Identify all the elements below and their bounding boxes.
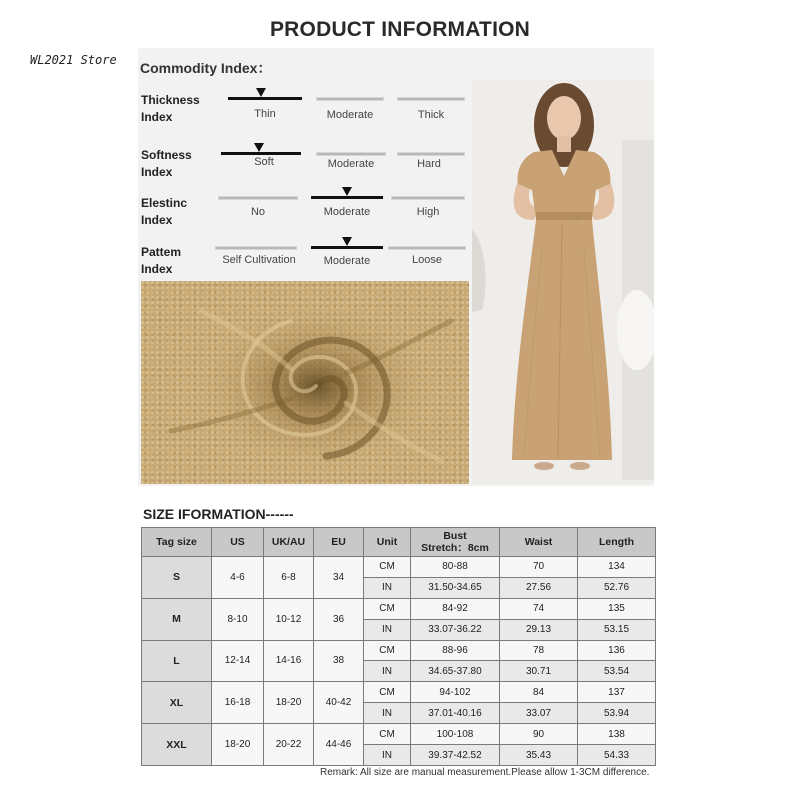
size-remark: Remark: All size are manual measurement.Please allow 1-3CM difference. [320, 767, 650, 778]
cell-tag: M [142, 598, 212, 640]
cell-us: 12-14 [212, 640, 264, 682]
page-title: PRODUCT INFORMATION [269, 18, 531, 41]
index-label-elasticity: Elestinc Index [141, 196, 188, 227]
dress-model-icon [472, 80, 654, 484]
header-unit: Unit [364, 528, 411, 557]
cell-length: 135 [578, 598, 656, 619]
cell-waist: 35.43 [500, 745, 578, 766]
cell-waist: 90 [500, 724, 578, 745]
cell-eu: 36 [314, 598, 364, 640]
cell-unit: CM [364, 682, 411, 703]
table-row [142, 682, 656, 703]
header-waist: Waist [500, 528, 578, 557]
index-option-pattern-0: Self Cultivation [215, 246, 309, 266]
size-table [141, 527, 656, 766]
cell-us: 18-20 [212, 724, 264, 766]
cell-tag: S [142, 557, 212, 599]
selected-marker-icon [342, 237, 352, 246]
selected-marker-icon [342, 187, 352, 196]
cell-length: 138 [578, 724, 656, 745]
cell-bust: 31.50-34.65 [411, 577, 500, 598]
table-row [142, 724, 656, 745]
cell-unit: IN [364, 661, 411, 682]
header-uk-au: UK/AU [264, 528, 314, 557]
cell-eu: 38 [314, 640, 364, 682]
index-option-thickness-0: Thin [228, 88, 302, 120]
cell-waist: 33.07 [500, 703, 578, 724]
index-label-thickness: Thickness Index [141, 93, 200, 124]
cell-bust: 100-108 [411, 724, 500, 745]
cell-uk-au: 18-20 [264, 682, 314, 724]
fabric-swirl-icon [141, 281, 469, 484]
cell-bust: 94-102 [411, 682, 500, 703]
cell-waist: 29.13 [500, 619, 578, 640]
index-option-thickness-2: Thick [397, 97, 465, 121]
cell-tag: L [142, 640, 212, 682]
index-option-elasticity-1: Moderate [311, 187, 383, 218]
cell-unit: CM [364, 598, 411, 619]
index-label-pattern: Pattem Index [141, 245, 182, 276]
index-option-thickness-1: Moderate [316, 97, 384, 121]
cell-length: 53.94 [578, 703, 656, 724]
cell-us: 16-18 [212, 682, 264, 724]
selected-marker-icon [254, 143, 264, 152]
cell-bust: 33.07-36.22 [411, 619, 500, 640]
table-row [142, 598, 656, 619]
cell-waist: 78 [500, 640, 578, 661]
header-bust: Bust Stretch：8cm [411, 528, 500, 557]
cell-waist: 70 [500, 557, 578, 578]
cell-tag: XXL [142, 724, 212, 766]
cell-unit: IN [364, 745, 411, 766]
cell-uk-au: 10-12 [264, 598, 314, 640]
cell-waist: 84 [500, 682, 578, 703]
index-option-pattern-2: Loose [388, 246, 466, 266]
cell-length: 137 [578, 682, 656, 703]
cell-waist: 27.56 [500, 577, 578, 598]
cell-bust: 37.01-40.16 [411, 703, 500, 724]
cell-unit: CM [364, 557, 411, 578]
header-tag-size: Tag size [142, 528, 212, 557]
cell-unit: IN [364, 703, 411, 724]
index-label-softness: Softness Index [141, 148, 192, 179]
table-header-row [142, 528, 656, 557]
selected-marker-icon [256, 88, 266, 97]
cell-bust: 39.37-42.52 [411, 745, 500, 766]
size-info-title: SIZE IFORMATION------ [143, 506, 294, 522]
cell-eu: 44-46 [314, 724, 364, 766]
table-row [142, 640, 656, 661]
cell-uk-au: 14-16 [264, 640, 314, 682]
cell-bust: 84-92 [411, 598, 500, 619]
index-option-softness-2: Hard [397, 152, 465, 170]
header-length: Length [578, 528, 656, 557]
fabric-closeup-image [141, 281, 469, 484]
header-us: US [212, 528, 264, 557]
cell-length: 136 [578, 640, 656, 661]
cell-length: 53.54 [578, 661, 656, 682]
cell-unit: CM [364, 640, 411, 661]
index-option-softness-0: Soft [221, 143, 307, 168]
cell-eu: 34 [314, 557, 364, 599]
header-eu: EU [314, 528, 364, 557]
model-photo [472, 80, 654, 484]
cell-length: 52.76 [578, 577, 656, 598]
cell-waist: 74 [500, 598, 578, 619]
index-option-elasticity-2: High [391, 196, 465, 218]
cell-unit: IN [364, 619, 411, 640]
cell-eu: 40-42 [314, 682, 364, 724]
table-row [142, 557, 656, 578]
cell-unit: IN [364, 577, 411, 598]
cell-bust: 80-88 [411, 557, 500, 578]
cell-us: 8-10 [212, 598, 264, 640]
cell-tag: XL [142, 682, 212, 724]
cell-us: 4-6 [212, 557, 264, 599]
index-option-pattern-1: Moderate [311, 237, 383, 267]
cell-bust: 34.65-37.80 [411, 661, 500, 682]
index-option-elasticity-0: No [218, 196, 298, 218]
store-name: WL2021 Store [30, 53, 117, 67]
cell-length: 53.15 [578, 619, 656, 640]
index-option-softness-1: Moderate [316, 152, 386, 170]
cell-uk-au: 20-22 [264, 724, 314, 766]
cell-length: 134 [578, 557, 656, 578]
cell-waist: 30.71 [500, 661, 578, 682]
cell-length: 54.33 [578, 745, 656, 766]
cell-bust: 88-96 [411, 640, 500, 661]
cell-unit: CM [364, 724, 411, 745]
commodity-index-title: Commodity Index： [140, 60, 272, 76]
cell-uk-au: 6-8 [264, 557, 314, 599]
